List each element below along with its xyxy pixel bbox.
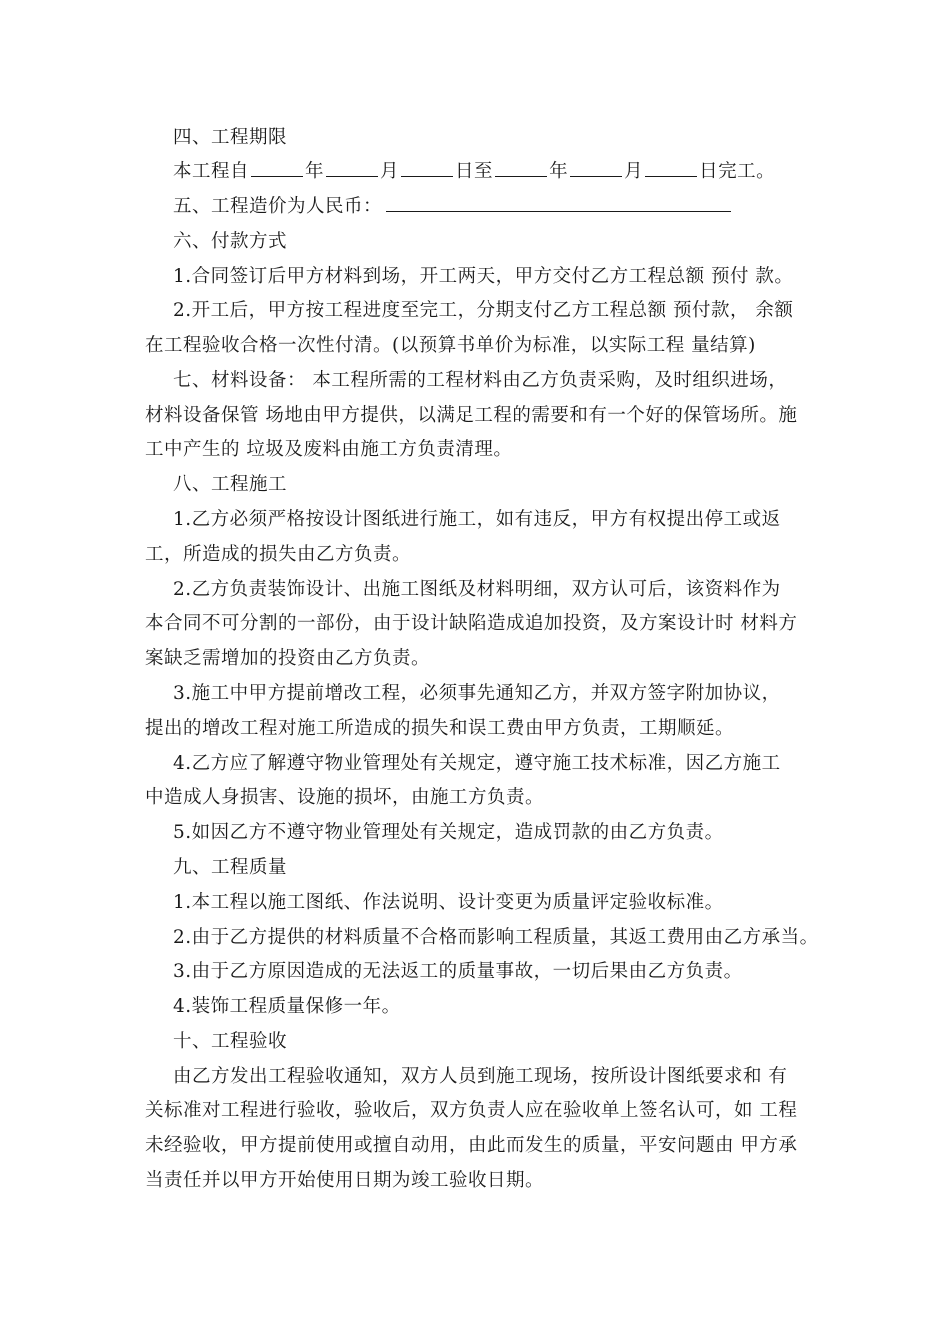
section-9-item-2: 2.由于乙方提供的材料质量不合格而影响工程质量，其返工费用由乙方承当。 bbox=[173, 927, 819, 948]
section-9-item-3: 3.由于乙方原因造成的无法返工的质量事故，一切后果由乙方负责。 bbox=[173, 961, 743, 982]
section-8-title: 八、工程施工 bbox=[173, 474, 288, 495]
section-7-line-3: 工中产生的 垃圾及废料由施工方负责清理。 bbox=[145, 439, 513, 460]
section-10-line-2: 关标准对工程进行验收，验收后，双方负责人应在验收单上签名认可，如 工程 bbox=[145, 1100, 798, 1121]
section-10-line-4: 当责任并以甲方开始使用日期为竣工验收日期。 bbox=[145, 1170, 545, 1191]
period-text: 月 bbox=[380, 161, 400, 182]
section-10-line-3: 未经验收，甲方提前使用或擅自动用，由此而发生的质量，平安问题由 甲方承 bbox=[145, 1135, 798, 1156]
section-6-item-2: 2.开工后，甲方按工程进度至完工，分期支付乙方工程总额 预付款， 余额 bbox=[173, 300, 794, 321]
period-text: 日至 bbox=[455, 161, 494, 182]
start-month-blank[interactable] bbox=[326, 162, 378, 177]
section-8-item-3: 3.施工中甲方提前增改工程，必须事先通知乙方，并双方签字附加协议， bbox=[173, 683, 781, 704]
section-6-title: 六、付款方式 bbox=[173, 231, 288, 252]
section-5-price-line bbox=[173, 195, 731, 219]
section-8-item-1-cont: 工，所造成的损失由乙方负责。 bbox=[145, 544, 412, 565]
period-text: 年 bbox=[549, 161, 569, 182]
section-9-item-1: 1.本工程以施工图纸、作法说明、设计变更为质量评定验收标准。 bbox=[173, 892, 724, 913]
section-8-item-2-cont: 案缺乏需增加的投资由乙方负责。 bbox=[145, 648, 431, 669]
section-4-title: 四、工程期限 bbox=[173, 127, 288, 148]
end-month-blank[interactable] bbox=[570, 162, 622, 177]
section-8-item-2: 2.乙方负责装饰设计、出施工图纸及材料明细，双方认可后，该资料作为 bbox=[173, 579, 781, 600]
start-year-blank[interactable] bbox=[251, 162, 303, 177]
section-10-line-1: 由乙方发出工程验收通知，双方人员到施工现场，按所设计图纸要求和 有 bbox=[173, 1066, 788, 1087]
period-text: 年 bbox=[305, 161, 325, 182]
section-6-item-1: 1.合同签订后甲方材料到场，开工两天，甲方交付乙方工程总额 预付 款。 bbox=[173, 266, 794, 287]
start-day-blank[interactable] bbox=[401, 162, 453, 177]
period-text: 日完工。 bbox=[699, 161, 776, 182]
section-8-item-1: 1.乙方必须严格按设计图纸进行施工，如有违反，甲方有权提出停工或返 bbox=[173, 509, 781, 530]
period-text: 本工程自 bbox=[173, 161, 250, 182]
section-4-period-line bbox=[173, 160, 775, 184]
price-blank[interactable] bbox=[386, 195, 731, 212]
section-8-item-2-cont: 本合同不可分割的一部份，由于设计缺陷造成追加投资，及方案设计时 材料方 bbox=[145, 613, 798, 634]
section-9-item-4: 4.装饰工程质量保修一年。 bbox=[173, 996, 401, 1017]
section-7-line-1: 七、材料设备： 本工程所需的工程材料由乙方负责采购，及时组织进场， bbox=[173, 370, 788, 391]
section-8-item-3-cont: 提出的增改工程对施工所造成的损失和误工费由甲方负责，工期顺延。 bbox=[145, 718, 735, 739]
section-9-title: 九、工程质量 bbox=[173, 857, 288, 878]
section-8-item-4-cont: 中造成人身损害、设施的损坏，由施工方负责。 bbox=[145, 787, 545, 808]
section-8-item-5: 5.如因乙方不遵守物业管理处有关规定，造成罚款的由乙方负责。 bbox=[173, 822, 724, 843]
section-6-item-2-cont: 在工程验收合格一次性付清。(以预算书单价为标准，以实际工程 量结算) bbox=[145, 335, 756, 356]
section-10-title: 十、工程验收 bbox=[173, 1031, 288, 1052]
period-text: 月 bbox=[624, 161, 644, 182]
section-7-line-2: 材料设备保管 场地由甲方提供，以满足工程的需要和有一个好的保管场所。施 bbox=[145, 405, 798, 426]
section-8-item-4: 4.乙方应了解遵守物业管理处有关规定，遵守施工技术标准，因乙方施工 bbox=[173, 753, 781, 774]
price-label: 五、工程造价为人民币： bbox=[173, 196, 383, 217]
end-year-blank[interactable] bbox=[495, 162, 547, 177]
end-day-blank[interactable] bbox=[645, 162, 697, 177]
